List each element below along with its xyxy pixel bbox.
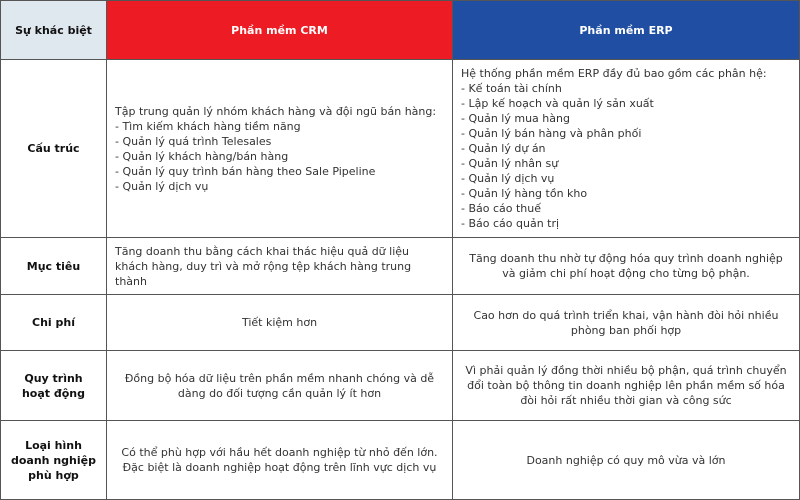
cell-erp-structure: [453, 60, 800, 238]
row-structure: [1, 60, 800, 238]
cell-crm-business-type: [107, 421, 453, 500]
row-label-business-type: Loại hình doanh nghiệp phù hợp: [1, 421, 107, 500]
crm-structure-line: - Tìm kiếm khách hàng tiềm năng: [115, 119, 301, 133]
erp-structure-line: - Quản lý bán hàng và phân phối: [461, 127, 642, 140]
cell-erp-process: [453, 351, 800, 421]
crm-structure-line: - Quản lý dịch vụ: [115, 179, 209, 193]
row-label-goal: Mục tiêu: [1, 238, 107, 295]
crm-process-text: Đồng bộ hóa dữ liệu trên phần mềm nhanh chóng và dễ dàng do đối tượng cần quản lý ít hơn: [124, 371, 435, 400]
header-difference: Sự khác biệt: [1, 1, 107, 60]
row-label-structure: Cấu trúc: [1, 60, 107, 238]
erp-structure-line: - Quản lý dịch vụ: [461, 172, 555, 185]
crm-goal-text: Tăng doanh thu bằng cách khai thác hiệu quả dữ liệu khách hàng, duy trì và mở rộng tệp khách hàng trung thành: [115, 244, 412, 288]
header-row: [1, 1, 800, 60]
row-goal: [1, 238, 800, 295]
row-process: [1, 351, 800, 421]
erp-structure-line: Hệ thống phần mềm ERP đầy đủ bao gồm các phân hệ:: [461, 67, 767, 80]
crm-structure-line: Tập trung quản lý nhóm khách hàng và đội ngũ bán hàng:: [115, 104, 437, 118]
crm-structure-line: - Quản lý quá trình Telesales: [115, 134, 272, 148]
erp-structure-line: - Quản lý nhân sự: [461, 157, 559, 170]
erp-structure-line: - Báo cáo quản trị: [461, 217, 560, 230]
erp-structure-line: - Kế toán tài chính: [461, 82, 562, 95]
cell-erp-business-type: [453, 421, 800, 500]
erp-cost-text: Cao hơn do quá trình triển khai, vận hành đòi hỏi nhiều phòng ban phối hợp: [473, 308, 779, 337]
header-crm: Phần mềm CRM: [107, 1, 453, 60]
erp-type-text: Doanh nghiệp có quy mô vừa và lớn: [526, 453, 726, 467]
erp-structure-line: - Quản lý hàng tồn kho: [461, 187, 588, 200]
erp-structure-line: - Quản lý dự án: [461, 142, 546, 155]
crm-cost-text: Tiết kiệm hơn: [241, 316, 318, 329]
cell-crm-goal: [107, 238, 453, 295]
cell-erp-goal: [453, 238, 800, 295]
cell-erp-cost: [453, 295, 800, 351]
row-business-type: [1, 421, 800, 500]
erp-structure-line: - Quản lý mua hàng: [461, 112, 570, 125]
crm-structure-line: - Quản lý khách hàng/bán hàng: [115, 149, 289, 163]
crm-structure-line: - Quản lý quy trình bán hàng theo Sale Pipeline: [115, 164, 376, 178]
cell-crm-cost: [107, 295, 453, 351]
row-label-cost: Chi phí: [1, 295, 107, 351]
erp-process-text: Vì phải quản lý đồng thời nhiều bộ phận, quá trình chuyển đổi toàn bộ thông tin doanh nghiệp lên phần mềm số hóa đòi hỏi rất nhiều thời gian và công sức: [465, 364, 787, 407]
erp-structure-line: - Lập kế hoạch và quản lý sản xuất: [461, 97, 654, 110]
cell-crm-process: [107, 351, 453, 421]
erp-structure-line: - Báo cáo thuế: [461, 202, 542, 215]
erp-goal-text: Tăng doanh thu nhờ tự động hóa quy trình doanh nghiệp và giảm chi phí hoạt động cho từng bộ phận.: [469, 252, 783, 280]
crm-type-text: Có thể phù hợp với hầu hết doanh nghiệp từ nhỏ đến lớn. Đặc biệt là doanh nghiệp hoạt động trên lĩnh vực dịch vụ: [121, 446, 438, 474]
header-erp: Phần mềm ERP: [453, 1, 800, 60]
cell-crm-structure: [107, 60, 453, 238]
row-cost: [1, 295, 800, 351]
row-label-process: Quy trình hoạt động: [1, 351, 107, 421]
